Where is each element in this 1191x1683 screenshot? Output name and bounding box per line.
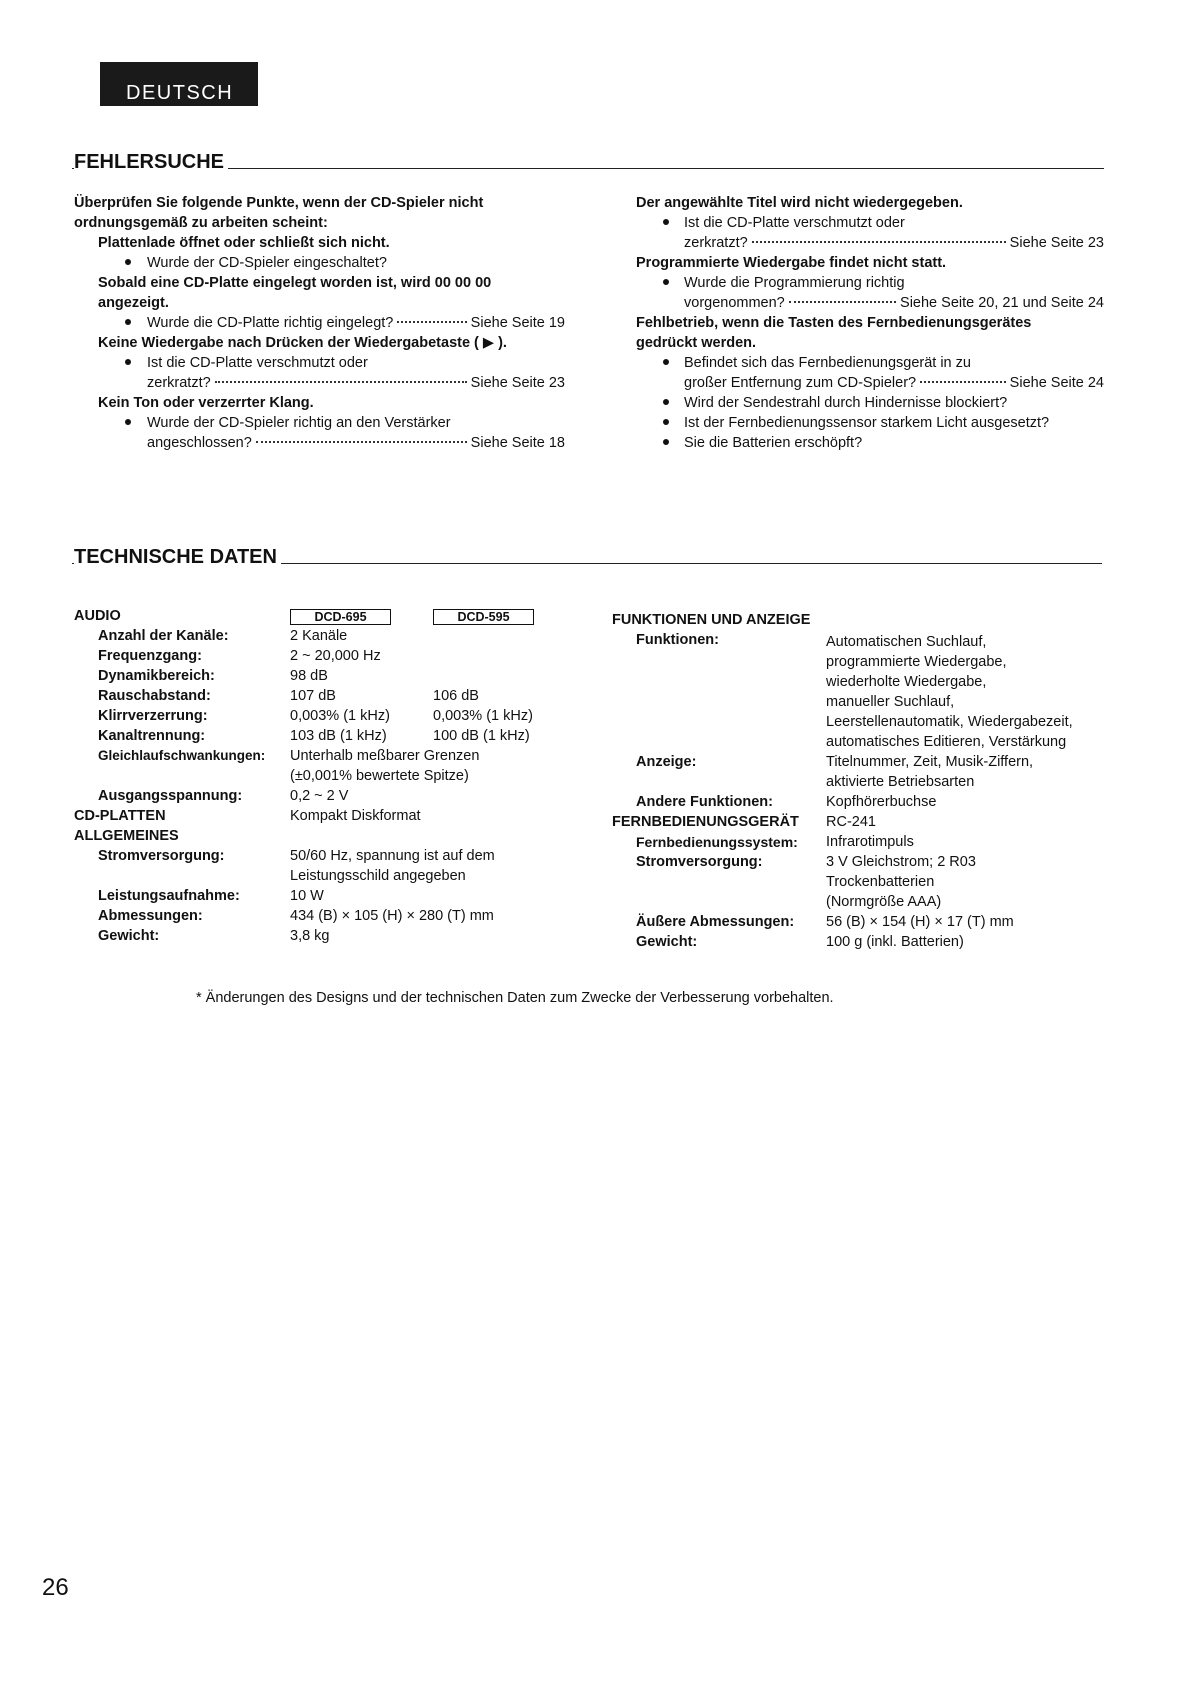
troubleshooting-intro-line2: ordnungsgemäß zu arbeiten scheint:	[74, 215, 328, 231]
spec-value: 98 dB	[290, 668, 328, 684]
spec-value: programmierte Wiedergabe,	[826, 654, 1007, 670]
check-remote-obstacle: Wird der Sendestrahl durch Hindernisse blockiert?	[684, 395, 1008, 411]
bullet-icon	[663, 219, 669, 225]
spec-value: 50/60 Hz, spannung ist auf dem	[290, 848, 495, 864]
spec-label: Äußere Abmessungen:	[636, 914, 795, 930]
spec-label: Leistungsaufnahme:	[98, 888, 240, 904]
spec-label: Fernbedienungssystem:	[636, 834, 798, 850]
spec-value: 3 V Gleichstrom; 2 R03	[826, 854, 976, 870]
bullet-icon	[125, 359, 131, 365]
check-remote-battery: Sie die Batterien erschöpft?	[684, 435, 863, 451]
spec-value: 10 W	[290, 888, 324, 904]
spec-value: 3,8 kg	[290, 928, 330, 944]
problem-remote-line1: Fehlbetrieb, wenn die Tasten des Fernbedienungsgerätes	[636, 315, 1032, 331]
problem-tray: Plattenlade öffnet oder schließt sich nicht.	[98, 235, 390, 251]
check-power: Wurde der CD-Spieler eingeschaltet?	[147, 255, 387, 271]
troubleshooting-title: FEHLERSUCHE	[74, 150, 228, 174]
spec-value: 0,003% (1 kHz)	[290, 708, 390, 724]
model-box-dcd-595: DCD-595	[433, 609, 534, 625]
bullet-icon	[663, 279, 669, 285]
check-programming-line1: Wurde die Programmierung richtig	[684, 275, 905, 291]
problem-display-line1: Sobald eine CD-Platte eingelegt worden ist, wird 00 00 00	[98, 275, 492, 291]
bullet-icon	[125, 259, 131, 265]
spec-label: Gewicht:	[98, 928, 160, 944]
spec-label: Rauschabstand:	[98, 688, 211, 704]
spec-value: aktivierte Betriebsarten	[826, 774, 975, 790]
problem-programmed-playback: Programmierte Wiedergabe findet nicht statt.	[636, 255, 947, 271]
language-tab: DEUTSCH	[100, 62, 258, 106]
spec-value: 107 dB	[290, 688, 336, 704]
spec-value: Unterhalb meßbarer Grenzen	[290, 748, 480, 764]
general-heading: ALLGEMEINES	[74, 828, 179, 844]
cd-heading: CD-PLATTEN	[74, 808, 166, 824]
check-dirty2-line2: zerkratzt? Siehe Seite 23	[684, 235, 1104, 251]
page-number: 26	[42, 1574, 69, 1601]
spec-value: Titelnummer, Zeit, Musik-Ziffern,	[826, 754, 1034, 770]
spec-value: 56 (B) × 154 (H) × 17 (T) mm	[826, 914, 1014, 930]
bullet-icon	[663, 399, 669, 405]
spec-label: Stromversorgung:	[636, 854, 763, 870]
spec-value: Infrarotimpuls	[826, 834, 914, 850]
bullet-icon	[125, 419, 131, 425]
spec-value: Automatischen Suchlauf,	[826, 634, 987, 650]
spec-value: 434 (B) × 105 (H) × 280 (T) mm	[290, 908, 494, 924]
spec-label: Kanaltrennung:	[98, 728, 206, 744]
spec-value: 103 dB (1 kHz)	[290, 728, 387, 744]
spec-value: Trockenbatterien	[826, 874, 935, 890]
functions-heading: FUNKTIONEN UND ANZEIGE	[612, 612, 811, 628]
check-dirty-line2: zerkratzt? Siehe Seite 23	[147, 375, 565, 391]
remote-model: RC-241	[826, 814, 876, 830]
check-disc-inserted: Wurde die CD-Platte richtig eingelegt? Siehe Seite 19	[147, 315, 565, 331]
spec-value: (±0,001% bewertete Spitze)	[290, 768, 469, 784]
spec-value: (Normgröße AAA)	[826, 894, 942, 910]
audio-heading: AUDIO	[74, 608, 121, 624]
spec-value: 0,2 ~ 2 V	[290, 788, 349, 804]
spec-label: Anzeige:	[636, 754, 697, 770]
spec-value-2: 100 dB (1 kHz)	[433, 728, 530, 744]
check-amp-line2: angeschlossen? Siehe Seite 18	[147, 435, 565, 451]
spec-value: Leistungsschild angegeben	[290, 868, 466, 884]
bullet-icon	[663, 359, 669, 365]
problem-no-sound: Kein Ton oder verzerrter Klang.	[98, 395, 314, 411]
spec-value: automatisches Editieren, Verstärkung	[826, 734, 1067, 750]
check-remote-distance-line1: Befindet sich das Fernbedienungsgerät in zu	[684, 355, 971, 371]
check-remote-distance-line2: großer Entfernung zum CD-Spieler? Siehe Seite 24	[684, 375, 1104, 391]
check-dirty-line1: Ist die CD-Platte verschmutzt oder	[147, 355, 368, 371]
spec-value: manueller Suchlauf,	[826, 694, 955, 710]
bullet-icon	[125, 319, 131, 325]
spec-label: Klirrverzerrung:	[98, 708, 208, 724]
specs-title: TECHNISCHE DATEN	[74, 545, 281, 569]
spec-value-2: 106 dB	[433, 688, 479, 704]
check-amp-line1: Wurde der CD-Spieler richtig an den Verstärker	[147, 415, 451, 431]
spec-label: Ausgangsspannung:	[98, 788, 243, 804]
spec-label: Abmessungen:	[98, 908, 203, 924]
cd-value: Kompakt Diskformat	[290, 808, 421, 824]
bullet-icon	[663, 419, 669, 425]
troubleshooting-intro-line1: Überprüfen Sie folgende Punkte, wenn der CD-Spieler nicht	[74, 195, 484, 211]
problem-remote-line2: gedrückt werden.	[636, 335, 757, 351]
spec-label: Dynamikbereich:	[98, 668, 215, 684]
problem-track-not-played: Der angewählte Titel wird nicht wiedergegeben.	[636, 195, 963, 211]
spec-label: Andere Funktionen:	[636, 794, 773, 810]
spec-label: Gewicht:	[636, 934, 698, 950]
spec-value: 2 ~ 20,000 Hz	[290, 648, 381, 664]
check-programming-line2: vorgenommen? Siehe Seite 20, 21 und Seite 24	[684, 295, 1104, 311]
spec-label: Stromversorgung:	[98, 848, 225, 864]
spec-value-2: 0,003% (1 kHz)	[433, 708, 533, 724]
bullet-icon	[663, 439, 669, 445]
footnote: * Änderungen des Designs und der technischen Daten zum Zwecke der Verbesserung vorbehalten.	[196, 990, 834, 1006]
spec-label: Gleichlaufschwankungen:	[98, 748, 266, 763]
spec-value: Leerstellenautomatik, Wiedergabezeit,	[826, 714, 1073, 730]
check-dirty2-line1: Ist die CD-Platte verschmutzt oder	[684, 215, 905, 231]
spec-value: 100 g (inkl. Batterien)	[826, 934, 964, 950]
remote-heading: FERNBEDIENUNGSGERÄT	[612, 814, 799, 830]
problem-display-line2: angezeigt.	[98, 295, 169, 311]
spec-label: Anzahl der Kanäle:	[98, 628, 229, 644]
spec-value: Kopfhörerbuchse	[826, 794, 937, 810]
spec-value: 2 Kanäle	[290, 628, 348, 644]
spec-label: Frequenzgang:	[98, 648, 202, 664]
check-remote-light: Ist der Fernbedienungssensor starkem Licht ausgesetzt?	[684, 415, 1050, 431]
spec-value: wiederholte Wiedergabe,	[826, 674, 987, 690]
problem-no-playback: Keine Wiedergabe nach Drücken der Wiedergabetaste ( ▶ ).	[98, 335, 507, 351]
model-box-dcd-695: DCD-695	[290, 609, 391, 625]
spec-label: Funktionen:	[636, 632, 719, 648]
